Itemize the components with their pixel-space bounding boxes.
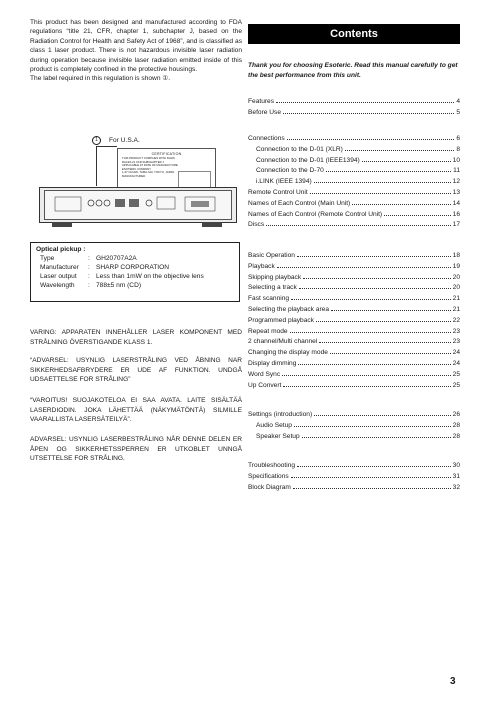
toc-entry[interactable] — [248, 220, 460, 231]
warning-swedish: VARING: APPARATEN INNEHÅLLER LASER KOMPONENT MED STRÅLNING ÖVERSTIGANDE KLASS 1. — [30, 329, 242, 346]
optical-pickup-box — [30, 242, 240, 302]
toc-entry[interactable] — [248, 461, 460, 472]
toc-page: 17 — [452, 221, 460, 229]
toc-title: i.LINK (IEEE 1394) — [256, 178, 312, 186]
cert-line: THIS PRODUCT COMPLIES WITH DHHS — [122, 156, 175, 160]
toc-page: 22 — [452, 316, 460, 324]
toc-title: Connection to the D-01 (IEEE1394) — [256, 156, 360, 164]
label-leader-line-h — [96, 146, 117, 147]
toc-entry[interactable] — [248, 348, 460, 359]
toc-title: Programmed playback — [248, 316, 314, 324]
toc-entry[interactable] — [248, 472, 460, 483]
toc-title: Settings (introduction) — [248, 411, 313, 418]
toc-page: 23 — [452, 338, 460, 346]
toc-title: Display dimming — [248, 359, 297, 367]
pickup-key: Type — [40, 255, 55, 262]
fda-intro — [30, 18, 242, 84]
warning-norwegian: ADVARSEL: USYNLIG LASERBESTRÅLING NÅR DENNE DELEN ER ÅPEN OG SIKKERHETSSPERREN ER UTKOBLET UNNGÅ UTSETTELSE FOR STRÅLING. — [30, 436, 242, 463]
toc-page: 32 — [452, 483, 460, 491]
toc-page: 20 — [452, 273, 460, 281]
contents-heading: Contents — [248, 24, 460, 44]
contents-header — [248, 24, 460, 44]
toc-title: Selecting the playback area — [248, 305, 330, 313]
toc-entry[interactable] — [248, 134, 460, 145]
pickup-key: Laser output — [40, 273, 77, 280]
toc-group — [248, 251, 460, 391]
toc-entry[interactable] — [248, 359, 460, 370]
pickup-value: 788±5 nm (CD) — [96, 282, 142, 289]
device-foot — [52, 222, 72, 227]
toc-page: 31 — [452, 472, 460, 480]
toc-entry[interactable] — [248, 421, 460, 432]
toc-page: 23 — [452, 327, 460, 335]
cert-line: 1-47 OCHIAI, TAMA-SHI, TOKYO, JAPAN — [122, 170, 175, 175]
toc-title: Features — [248, 98, 275, 105]
toc-title: Repeat mode — [248, 327, 288, 335]
toc-entry[interactable] — [248, 273, 460, 284]
toc-page: 21 — [452, 295, 460, 303]
fda-intro-text: This product has been designed and manufactured according to FDA regulations “title 21, CFR, chapter 1, subchapter J, based on the Radiation Control for Health and Safety Act of 1968”, and is classified as class 1 laser product. There is not hazardous invisible laser radiation during operation because invisible laser radiation emitted inside of this product is completely confined in the protective housings. — [30, 19, 242, 74]
toc-entry[interactable] — [248, 188, 460, 199]
toc-page: 10 — [452, 156, 460, 164]
cert-line: MANUFACTURED — [122, 173, 146, 178]
pickup-row: Laser output : Less than 1mW on the objective lens — [36, 272, 234, 281]
marker-circle-icon: 1 — [92, 136, 101, 145]
toc-page: 30 — [452, 462, 460, 469]
toc-title: 2 channel/Multi channel — [248, 338, 318, 346]
toc-page: 24 — [452, 349, 460, 357]
toc-entry[interactable] — [248, 166, 460, 177]
toc-title: Names of Each Control (Remote Control Unit) — [248, 210, 383, 218]
toc-title: Selecting a track — [248, 284, 297, 292]
toc-page: 5 — [456, 108, 460, 116]
toc-page: 19 — [452, 262, 460, 270]
optical-pickup-title: Optical pickup : — [36, 246, 86, 253]
toc-entry[interactable] — [248, 316, 460, 327]
label-leader-line — [96, 146, 97, 186]
toc-page: 26 — [452, 411, 460, 418]
cert-line: ESOTERIC COMPANY — [122, 166, 152, 171]
cert-line: RULES 21 CFR SUBCHAPTER J — [122, 159, 164, 164]
toc-entry[interactable] — [248, 177, 460, 188]
toc-page: 8 — [456, 145, 460, 153]
toc-page: 4 — [456, 98, 460, 105]
toc-group — [248, 461, 460, 493]
toc-title: Before Use — [248, 108, 281, 116]
toc-entry[interactable] — [248, 283, 460, 294]
pickup-row: Wavelength : 788±5 nm (CD) — [36, 281, 234, 290]
toc-page: 28 — [452, 432, 460, 440]
toc-title: Troubleshooting — [248, 462, 296, 469]
toc-page: 21 — [452, 305, 460, 313]
toc-entry[interactable] — [248, 327, 460, 338]
toc-page: 12 — [452, 178, 460, 186]
toc-page: 28 — [452, 421, 460, 429]
cert-line: APPLICABLE AT DATE OF MANUFACTURE. — [122, 163, 179, 168]
toc-entry[interactable] — [248, 337, 460, 348]
toc-title: Discs — [248, 221, 265, 229]
toc-entry[interactable] — [248, 410, 460, 421]
toc-page: 20 — [452, 284, 460, 292]
warning-finnish: “VAROITUS! SUOJAKOTELOA EI SAA AVATA. LAITE SISÄLTÄÄ LASERDIODIN. JOKA LÄHETTÄÄ (NÄKYMÄTÖNTÄ) SILMILLE VAARALLISTA LASERSÄTEILYÄ”. — [30, 397, 242, 424]
toc-entry[interactable] — [248, 145, 460, 156]
toc-entry[interactable] — [248, 108, 460, 119]
toc-group — [248, 97, 460, 119]
toc-group — [248, 410, 460, 442]
toc-page: 16 — [452, 210, 460, 218]
toc-entry[interactable] — [248, 381, 460, 392]
toc-entry[interactable] — [248, 251, 460, 262]
toc-title: Connections — [248, 135, 285, 142]
pickup-key: Manufacturer — [40, 264, 79, 271]
toc-entry[interactable] — [248, 156, 460, 167]
pickup-row: Type : GH20707A2A — [36, 254, 234, 263]
toc-entry[interactable] — [248, 370, 460, 381]
toc-title: Changing the display mode — [248, 349, 328, 357]
warning-danish: “ADVARSEL: USYNLIG LASERSTRÅLING VED ÅBNING NAR SIKKERHEDSAFBRYDERE ER UDE AF FUNKTION. UNDGÅ UDSAETTELSE FOR STRÅLING” — [30, 357, 242, 384]
toc-entry[interactable] — [248, 97, 460, 108]
toc-entry[interactable] — [248, 305, 460, 316]
device-rear-illustration — [34, 181, 239, 227]
pickup-key: Wavelength — [40, 282, 75, 289]
toc-entry[interactable] — [248, 294, 460, 305]
toc-title: Fast scanning — [248, 295, 290, 303]
toc-page: 25 — [452, 370, 460, 378]
toc-title: Specifications — [248, 472, 289, 480]
toc-page: 14 — [452, 199, 460, 207]
pickup-value: GH20707A2A — [96, 255, 137, 262]
toc-entry[interactable] — [248, 210, 460, 221]
pickup-row: Manufacturer : SHARP CORPORATION — [36, 263, 234, 272]
toc-page: 18 — [452, 252, 460, 259]
toc-title: Remote Control Unit — [248, 188, 308, 196]
toc-title: Basic Operation — [248, 252, 295, 259]
toc-page: 6 — [456, 135, 460, 142]
cert-title: CERTIFICATION — [151, 152, 182, 156]
toc-group — [248, 134, 460, 231]
page-number: 3 — [450, 676, 456, 687]
device-rear-panel — [44, 190, 232, 220]
toc-entry[interactable] — [248, 262, 460, 273]
pickup-value: SHARP CORPORATION — [96, 264, 170, 271]
toc-title: Connection to the D-01 (XLR) — [256, 145, 343, 153]
toc-title: Word Sync — [248, 370, 281, 378]
toc-entry[interactable] — [248, 199, 460, 210]
toc-title: Names of Each Control (Main Unit) — [248, 199, 351, 207]
toc-title: Block Diagram — [248, 483, 291, 491]
device-foot — [202, 222, 222, 227]
toc-title: Playback — [248, 262, 275, 270]
us-label-text: For U.S.A. — [109, 137, 140, 144]
toc-page: 25 — [452, 381, 460, 389]
toc-title: Up Convert — [248, 381, 282, 389]
toc-title: Audio Setup — [256, 421, 292, 429]
toc-title: Connection to the D-70 — [256, 167, 324, 175]
toc-page: 24 — [452, 359, 460, 367]
pickup-value: Less than 1mW on the objective lens — [96, 273, 204, 280]
toc-title: Speaker Setup — [256, 432, 300, 440]
toc-page: 13 — [452, 188, 460, 196]
label-note: The label required in this regulation is shown ①. — [30, 75, 171, 83]
thanks-note: Thank you for choosing Esoteric. Read this manual carefully to get the best performance from this unit. — [248, 62, 458, 79]
toc-page: 11 — [453, 167, 460, 175]
toc-entry[interactable] — [248, 483, 460, 494]
toc-title: Skipping playback — [248, 273, 302, 281]
us-label-caption — [92, 136, 140, 145]
rear-connectors-icon — [45, 191, 231, 219]
toc-entry[interactable] — [248, 432, 460, 443]
